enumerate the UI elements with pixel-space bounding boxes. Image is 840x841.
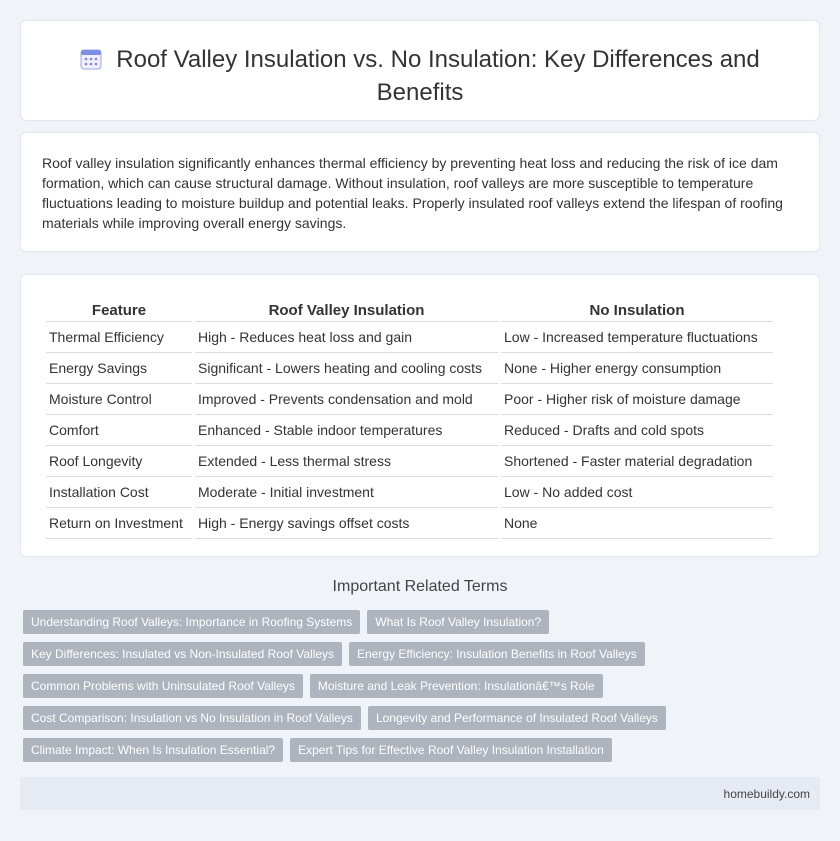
table-row	[46, 446, 773, 477]
page-title-text: Roof Valley Insulation vs. No Insulation: Key Differences and Benefits	[116, 46, 760, 106]
related-terms-heading: Important Related Terms	[332, 578, 508, 595]
related-term-link[interactable]: Energy Efficiency: Insulation Benefits in Roof Valleys	[349, 642, 645, 666]
related-term-link[interactable]: Cost Comparison: Insulation vs No Insulation in Roof Valleys	[23, 706, 361, 730]
table-row	[46, 415, 773, 446]
related-term-link[interactable]: Moisture and Leak Prevention: Insulationâ€™s Role	[310, 674, 603, 698]
table-cell: Roof Longevity	[46, 446, 192, 477]
table-cell: Significant - Lowers heating and cooling costs	[195, 353, 498, 384]
footer-site-link[interactable]: homebuildy.com	[723, 787, 810, 801]
table-cell: Extended - Less thermal stress	[195, 446, 498, 477]
table-cell: Energy Savings	[46, 353, 192, 384]
table-row	[46, 353, 773, 384]
calendar-icon	[80, 48, 102, 78]
intro-card	[20, 132, 820, 252]
table-cell: None - Higher energy consumption	[501, 353, 773, 384]
table-cell: Return on Investment	[46, 508, 192, 539]
table-header-row	[46, 295, 773, 322]
table-cell: Moderate - Initial investment	[195, 477, 498, 508]
related-term-link[interactable]: Key Differences: Insulated vs Non-Insulated Roof Valleys	[23, 642, 342, 666]
table-cell: Thermal Efficiency	[46, 322, 192, 353]
footer	[20, 777, 820, 810]
table-cell: Reduced - Drafts and cold spots	[501, 415, 773, 446]
table-cell: Comfort	[46, 415, 192, 446]
table-cell: Low - No added cost	[501, 477, 773, 508]
title-card	[20, 20, 820, 121]
table-row	[46, 384, 773, 415]
table-row	[46, 477, 773, 508]
table-cell: High - Energy savings offset costs	[195, 508, 498, 539]
intro-paragraph: Roof valley insulation significantly enhances thermal efficiency by preventing heat loss and reducing the risk of ice dam formation, which can cause structural damage. Without insulation, roof valleys are more susceptible to temperature fluctuations leading to moisture buildup and potential leaks. Properly insulated roof valleys extend the lifespan of roofing materials while improving overall energy savings.	[42, 155, 783, 231]
related-term-link[interactable]: Expert Tips for Effective Roof Valley Insulation Installation	[290, 738, 612, 762]
column-header-insulation: Roof Valley Insulation	[195, 295, 498, 322]
table-cell: Shortened - Faster material degradation	[501, 446, 773, 477]
table-cell: Moisture Control	[46, 384, 192, 415]
comparison-table	[43, 295, 776, 539]
related-term-link[interactable]: Longevity and Performance of Insulated Roof Valleys	[368, 706, 666, 730]
table-cell: None	[501, 508, 773, 539]
table-cell: Poor - Higher risk of moisture damage	[501, 384, 773, 415]
column-header-feature: Feature	[46, 295, 192, 322]
column-header-no-insulation: No Insulation	[501, 295, 773, 322]
related-term-link[interactable]: What Is Roof Valley Insulation?	[367, 610, 549, 634]
table-cell: Low - Increased temperature fluctuations	[501, 322, 773, 353]
table-cell: Installation Cost	[46, 477, 192, 508]
page-title	[61, 45, 779, 108]
related-term-link[interactable]: Understanding Roof Valleys: Importance in Roofing Systems	[23, 610, 360, 634]
table-cell: High - Reduces heat loss and gain	[195, 322, 498, 353]
related-term-link[interactable]: Common Problems with Uninsulated Roof Valleys	[23, 674, 303, 698]
comparison-card	[20, 274, 820, 557]
table-cell: Improved - Prevents condensation and mold	[195, 384, 498, 415]
table-row	[46, 322, 773, 353]
related-term-link[interactable]: Climate Impact: When Is Insulation Essential?	[23, 738, 283, 762]
related-terms-list	[23, 610, 823, 770]
table-cell: Enhanced - Stable indoor temperatures	[195, 415, 498, 446]
table-row	[46, 508, 773, 539]
